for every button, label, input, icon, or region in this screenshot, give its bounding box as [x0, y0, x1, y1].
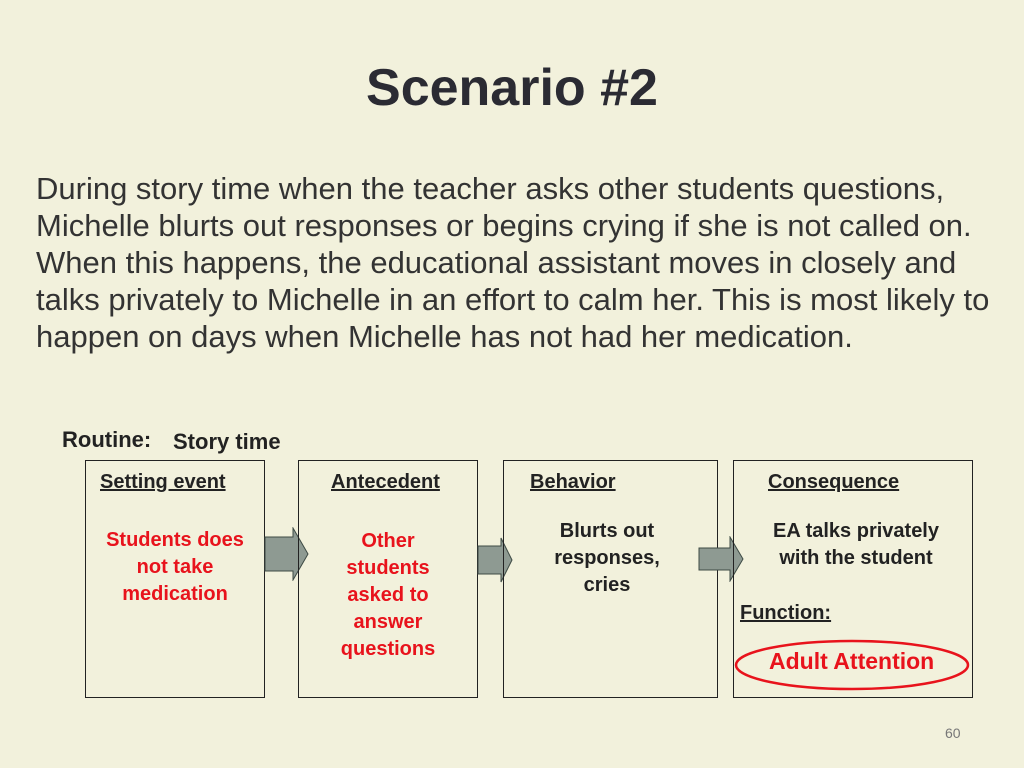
slide-title: Scenario #2	[366, 59, 658, 117]
consequence-text	[740, 518, 972, 572]
antecedent-line: answer	[353, 611, 423, 633]
setting-line: Students does	[106, 529, 244, 551]
consequence-line: EA talks privately	[772, 520, 939, 542]
behavior-line: cries	[583, 574, 631, 596]
antecedent-line: asked to	[347, 584, 429, 606]
function-label: Function:	[740, 602, 832, 624]
setting-line: medication	[122, 583, 228, 605]
consequence-header: Consequence	[768, 471, 900, 493]
scenario-paragraph: During story time when the teacher asks other students questions, Michelle blurts out responses or begins crying if she is not called on. When this happens, the educational assistant moves in closely and talks privately to Michelle in an effort to calm her. This is most likely to happen on days when Michelle has not had her medication.	[36, 171, 990, 354]
routine-value: Story time	[173, 429, 281, 454]
setting-event-header: Setting event	[100, 471, 226, 493]
routine-label: Routine:	[62, 427, 152, 452]
page-number: 60	[945, 725, 961, 741]
antecedent-text	[298, 528, 478, 663]
setting-event-text	[85, 527, 265, 608]
consequence-line: with the student	[779, 547, 933, 569]
function-value: Adult Attention	[769, 648, 935, 674]
antecedent-header: Antecedent	[331, 471, 440, 493]
behavior-text	[503, 518, 711, 599]
behavior-line: responses,	[554, 547, 660, 569]
antecedent-line: Other	[361, 530, 415, 552]
behavior-line: Blurts out	[559, 520, 655, 542]
antecedent-line: questions	[340, 638, 436, 660]
setting-line: not take	[136, 556, 214, 578]
antecedent-line: students	[346, 557, 430, 579]
behavior-header: Behavior	[530, 471, 616, 493]
